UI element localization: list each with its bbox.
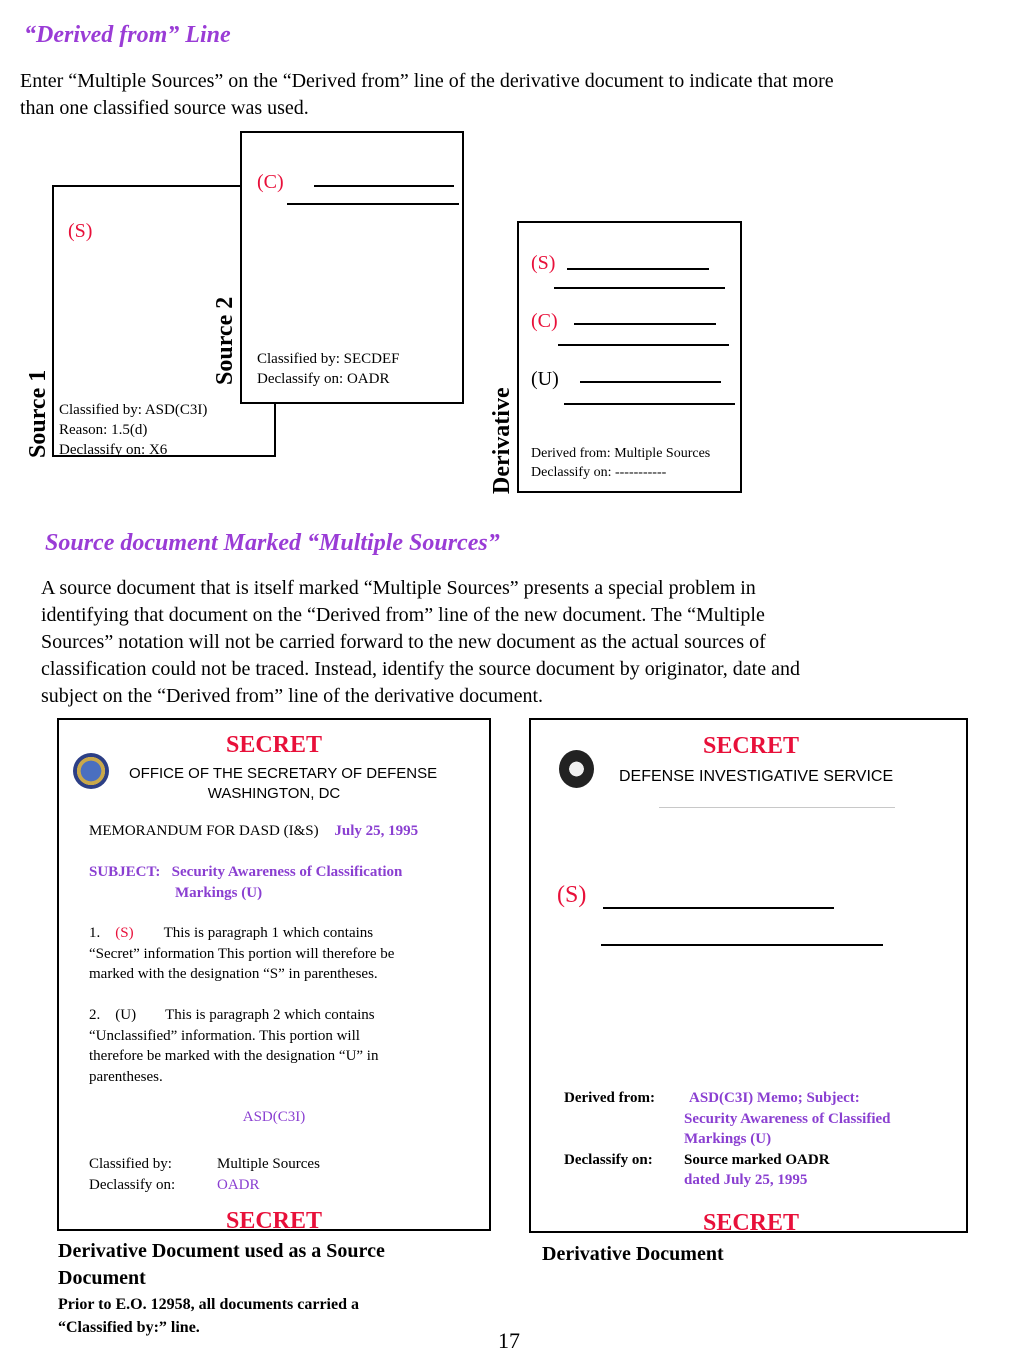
dis-derived-block: [564, 1088, 891, 1191]
source-1-declassify: Declassify on: X6: [59, 442, 168, 458]
memo-caption-line-1: Derivative Document used as a Source: [58, 1240, 385, 1262]
derivative-label: Derivative: [489, 387, 515, 494]
dis-declassify-line-2: dated July 25, 1995: [684, 1172, 808, 1188]
memo-p2-line-3: therefore be marked with the designation “U” in: [89, 1048, 379, 1064]
derivative-document: [517, 221, 742, 493]
underline-u-2: [564, 403, 735, 405]
source-1-classified-by: Classified by: ASD(C3I): [59, 402, 208, 418]
dis-seal-icon: [559, 750, 594, 788]
memo-declassify-label: Declassify on:: [89, 1176, 176, 1193]
dis-derived-label: Derived from:: [564, 1090, 655, 1106]
memo-document: [57, 718, 491, 1234]
memo-for-line: [89, 821, 418, 842]
source-2-classified-by: Classified by: SECDEF: [257, 351, 400, 367]
memo-secret-bottom: SECRET: [225, 1208, 323, 1234]
underline-2: [287, 203, 459, 205]
memo-subject-label: SUBJECT:: [89, 864, 161, 880]
memo-p1-mark: (S): [115, 925, 134, 941]
memo-note-line-2: “Classified by:” line.: [58, 1319, 200, 1336]
underline-1: [314, 185, 454, 187]
underline-c-2: [558, 344, 729, 346]
dis-document: [529, 718, 968, 1236]
intro-line-1: Enter “Multiple Sources” on the “Derived from” line of the derivative document to indicate that more: [20, 70, 834, 92]
memo-p1-line-1: This is paragraph 1 which contains: [163, 925, 374, 941]
memo-paragraph-1: [89, 923, 394, 985]
dis-secret-bottom: SECRET: [702, 1210, 800, 1236]
intro-line-2: than one classified source was used.: [20, 97, 309, 119]
memo-p2-num: 2.: [89, 1007, 101, 1023]
dis-derived-line-2: Security Awareness of Classified: [684, 1110, 891, 1127]
memo-subject-line-2: Markings (U): [175, 884, 263, 901]
memo-classification-block: [89, 1154, 320, 1195]
memo-paragraph-2: [89, 1005, 378, 1087]
memo-for: MEMORANDUM FOR DASD (I&S): [89, 823, 319, 839]
section-2-line: Sources” notation will not be carried forward to the new document as the actual sources of: [41, 631, 766, 653]
memo-subject-line-1: Security Awareness of Classification: [171, 864, 403, 880]
dis-derived-line-1: ASD(C3I) Memo; Subject:: [689, 1090, 860, 1106]
dis-underline-2: [601, 944, 883, 946]
section-2-line: subject on the “Derived from” line of the derivative document.: [41, 685, 544, 707]
dis-secret-top: SECRET: [702, 733, 800, 759]
section-heading-multiple-sources: Source document Marked “Multiple Sources”: [45, 530, 500, 556]
dis-marking: (S): [557, 882, 587, 908]
dis-derived-line-3: Markings (U): [684, 1131, 772, 1147]
memo-signature: ASD(C3I): [242, 1109, 306, 1125]
memo-org-line-2: WASHINGTON, DC: [207, 785, 341, 802]
memo-declassify-value: OADR: [217, 1176, 260, 1193]
intro-paragraph: [20, 68, 834, 122]
memo-classified-by-label: Classified by:: [89, 1156, 172, 1172]
memo-caption-line-2: Document: [58, 1267, 146, 1289]
memo-p1-num: 1.: [89, 925, 101, 941]
derivative-derived-from: Derived from: Multiple Sources: [531, 446, 711, 461]
memo-note-line-1: Prior to E.O. 12958, all documents carried a: [58, 1296, 359, 1313]
derivative-block: [531, 444, 710, 482]
memo-subject: [89, 862, 402, 903]
dis-declassify-line-1: Source marked OADR: [684, 1151, 830, 1168]
memo-caption: [58, 1238, 385, 1292]
memo-p2-mark: (U): [115, 1007, 137, 1023]
dis-org: DEFENSE INVESTIGATIVE SERVICE: [619, 768, 894, 785]
derivative-marking-u: (U): [531, 368, 559, 390]
memo-p2-line-4: parentheses.: [89, 1068, 163, 1085]
memo-p1-line-3: marked with the designation “S” in parentheses.: [89, 966, 378, 982]
dis-divider: [659, 807, 895, 808]
memo-secret-top: SECRET: [225, 732, 323, 758]
dis-caption: Derivative Document: [542, 1243, 724, 1265]
memo-p2-line-1: This is paragraph 2 which contains: [165, 1007, 375, 1023]
section-2-paragraph: [41, 575, 800, 710]
section-2-line: A source document that is itself marked “Multiple Sources” presents a special problem in: [41, 577, 756, 599]
derivative-marking-s: (S): [531, 252, 556, 274]
source-2-document: [240, 131, 464, 404]
source-2-declassify: Declassify on: OADR: [257, 371, 390, 387]
source-2-label: Source 2: [212, 296, 238, 385]
source-1-reason: Reason: 1.5(d): [59, 422, 148, 438]
derivative-marking-c: (C): [531, 310, 558, 332]
source-2-block: [257, 349, 400, 389]
underline-u-1: [580, 381, 721, 383]
source-2-marking: (C): [257, 171, 284, 193]
derivative-declassify: Declassify on: -----------: [531, 465, 667, 480]
source-1-marking: (S): [68, 220, 93, 242]
memo-p2-line-2: “Unclassified” information. This portion will: [89, 1027, 360, 1044]
underline-s-1: [567, 268, 709, 270]
source-1-label: Source 1: [25, 369, 51, 458]
underline-c-1: [574, 323, 716, 325]
section-heading-derived-from: “Derived from” Line: [24, 22, 231, 48]
source-1-block: [59, 400, 207, 460]
memo-classified-by-value: Multiple Sources: [217, 1156, 320, 1172]
dis-underline-1: [603, 907, 834, 909]
memo-note: [58, 1293, 359, 1339]
section-2-line: identifying that document on the “Derived from” line of the new document. The “Multiple: [41, 604, 765, 626]
page-number: 17: [498, 1328, 520, 1353]
memo-org: [129, 764, 438, 804]
underline-s-2: [554, 287, 725, 289]
section-2-line: classification could not be traced. Instead, identify the source document by originator, date and: [41, 658, 800, 680]
memo-org-line-1: OFFICE OF THE SECRETARY OF DEFENSE: [129, 765, 438, 782]
dis-declassify-label: Declassify on:: [564, 1151, 653, 1168]
memo-p1-line-2: “Secret” information This portion will therefore be: [89, 945, 395, 962]
memo-date: July 25, 1995: [334, 823, 419, 839]
